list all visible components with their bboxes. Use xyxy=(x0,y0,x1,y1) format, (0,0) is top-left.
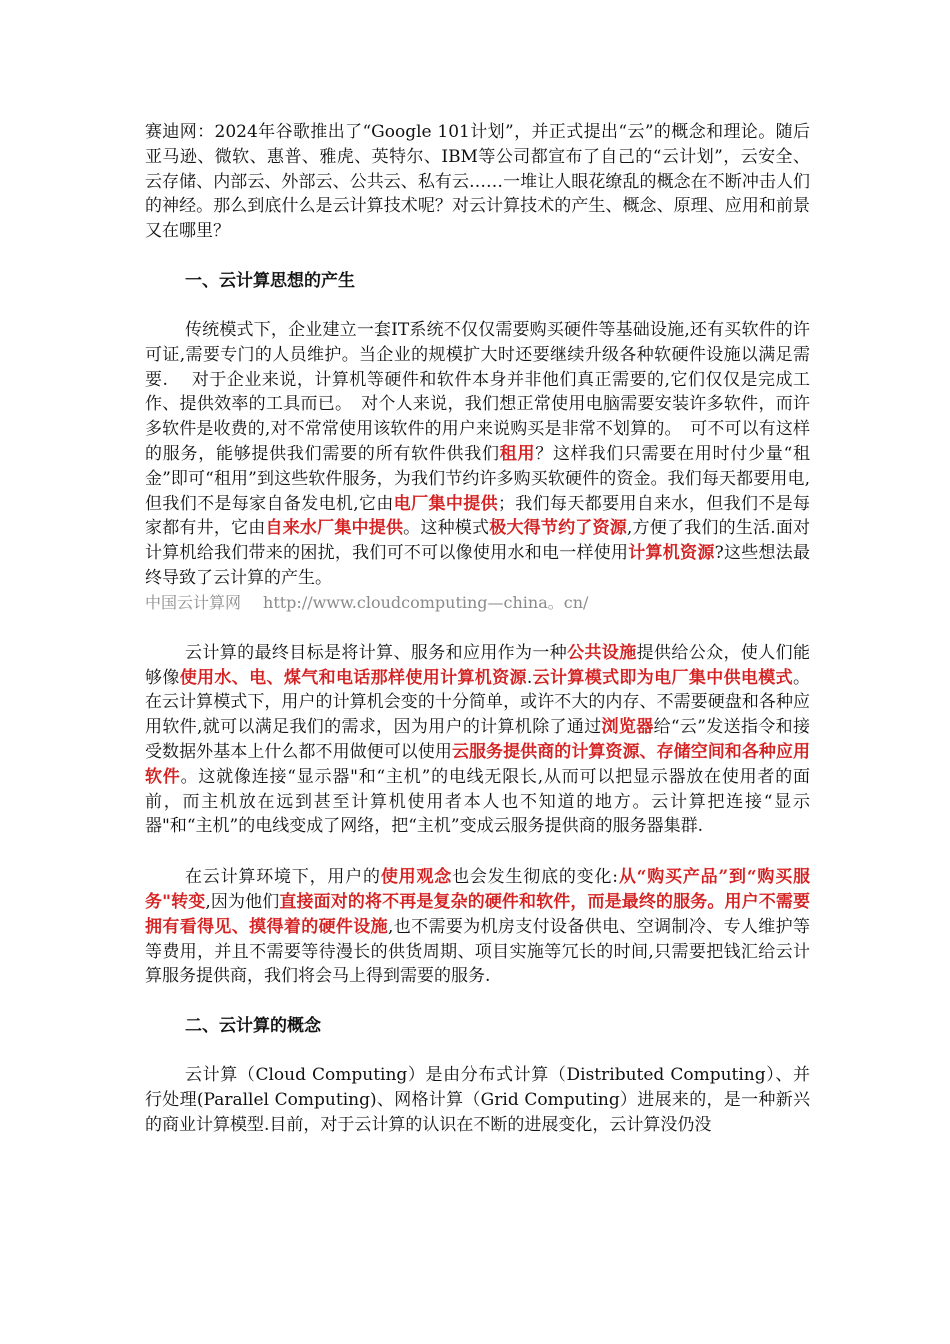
section1-heading: 一、云计算思想的产生 xyxy=(185,270,355,291)
document-page xyxy=(145,120,810,1138)
highlight-save-resources: 极大得节约了资源 xyxy=(489,518,627,539)
highlight-computer-resources: 计算机资源 xyxy=(628,543,715,564)
section2-paragraph-1: 云计算（Cloud Computing）是由分布式计算（Distributed Computing）、并行处理(Parallel Computing)、网格计算（Grid Computing）进展来的，是一种新兴的商业计算模型.目前，对于云计算的认识在不断的进展变化，云计算没仍没 xyxy=(145,1065,810,1135)
section1-paragraph-2: 云计算的最终目标是将计算、服务和应用作为一种公共设施提供给公众，使人们能够像使用水、电、煤气和电话那样使用计算机资源.云计算模式即为电厂集中供电模式。在云计算模式下，用户的计算机会变的十分简单，或许不大的内存、不需要硬盘和各种应用软件,就可以满足我们的需求，因为用户的计算机除了通过浏览器给“云”发送指令和接受数据外基本上什么都不用做便可以使用云服务提供商的计算资源、存储空间和各种应用软件。这就像连接“显示器"和“主机”的电线无限长,从而可以把显示器放在使用者的面前，而主机放在远到甚至计算机使用者本人也不知道的地方。云计算把连接“显示器"和“主机”的电线变成了网络，把“主机”变成云服务提供商的服务器集群. xyxy=(145,642,811,837)
intro-paragraph: 赛迪网：2024年谷歌推出了“Google 101计划”，并正式提出“云”的概念和理论。随后亚马逊、微软、惠普、雅虎、英特尔、IBM等公司都宣布了自己的“云计划”，云安全、云存储、内部云、外部云、公共云、私有云……一堆让人眼花缭乱的概念在不断冲击人们的神经。那么到底什么是云计算技术呢？对云计算技术的产生、概念、原理、应用和前景又在哪里？ xyxy=(145,122,810,242)
highlight-power-plant: 电厂集中提供 xyxy=(393,493,498,514)
section1-paragraph-1: 传统模式下，企业建立一套IT系统不仅仅需要购买硬件等基础设施,还有买软件的许可证,需要专门的人员维护。当企业的规模扩大时还要继续升级各种软硬件设施以满足需要. 对于企业来说，计算机等硬件和软件本身并非他们真正需要的,它们仅仅是完成工作、提供效率的工具而已。 对个人来说，我们想正常使用电脑需要安装许多软件，而许多软件是收费的,对不常常使用该软件的用户来说购买是非常不划算的。 可不可以有这样的服务，能够提供我们需要的所有软件供我们租用？这样我们只需要在用时付少量“租金”即可“租用”到这些软件服务，为我们节约许多购买软硬件的资金。我们每天都要用电,但我们不是每家自备发电机,它由电厂集中提供；我们每天都要用自来水，但我们不是每家都有井，它由自来水厂集中提供。这种模式极大得节约了资源,方便了我们的生活.面对计算机给我们带来的困扰，我们可不可以像使用水和电一样使用计算机资源?这些想法最终导致了云计算的产生。 xyxy=(145,319,811,588)
source-url: http://www.cloudcomputing—china。cn/ xyxy=(263,592,589,612)
source-line xyxy=(145,591,810,615)
highlight-water-plant: 自来水厂集中提供 xyxy=(265,518,404,539)
section2-heading: 二、云计算的概念 xyxy=(185,1016,321,1037)
source-name: 中国云计算网 xyxy=(145,592,242,612)
highlight-rent: 租用 xyxy=(499,443,536,464)
section1-paragraph-3: 在云计算环境下，用户的使用观念也会发生彻底的变化:从“购买产品”到“购买服务"转变,因为他们直接面对的将不再是复杂的硬件和软件，而是最终的服务。用户不需要拥有看得见、摸得着的硬件设施,也不需要为机房支付设备供电、空调制冷、专人维护等等费用，并且不需要等待漫长的供货周期、项目实施等冗长的时间,只需要把钱汇给云计算服务提供商，我们将会马上得到需要的服务. xyxy=(145,867,811,987)
